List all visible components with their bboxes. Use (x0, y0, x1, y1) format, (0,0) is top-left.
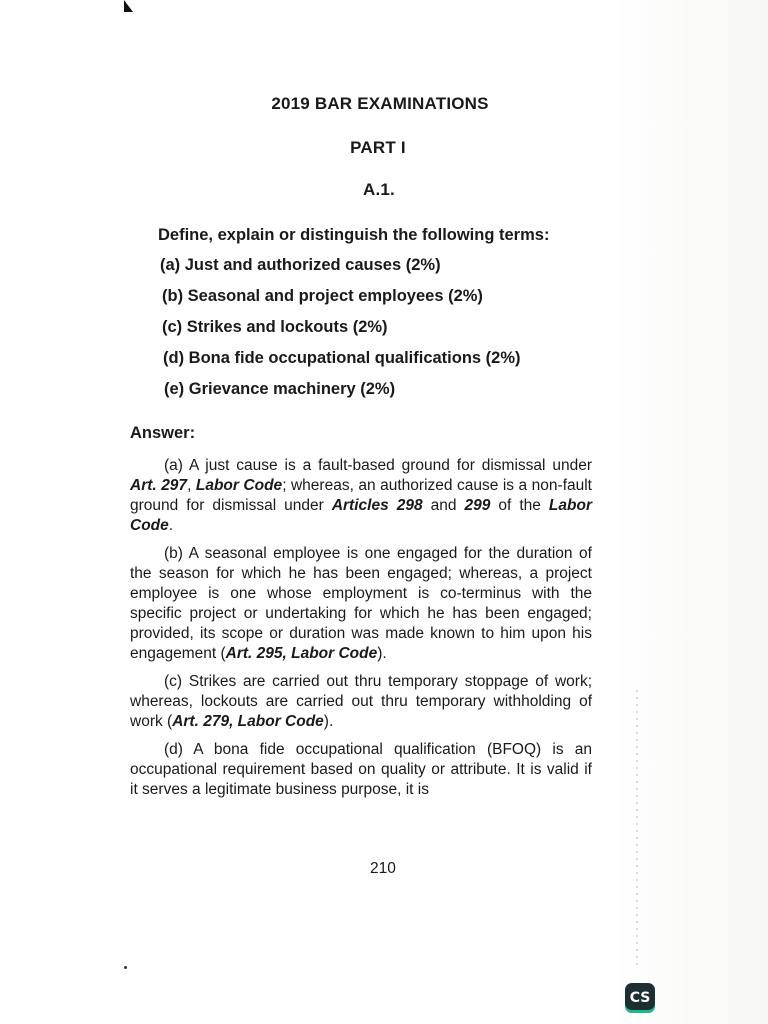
term-item: (b) Seasonal and project employees (2%) (162, 287, 483, 305)
answer-text: (c) Strikes are carried out thru temporary stoppage of work; whereas, lockouts are carried out thru temporary withholding of work ( (130, 673, 592, 730)
term-item: (e) Grievance machinery (2%) (164, 380, 396, 398)
terms-list (160, 250, 521, 405)
answer-text: and (422, 497, 465, 514)
answer-text: . (168, 517, 174, 534)
term-item: (d) Bona fide occupational qualifications (2%) (163, 349, 521, 367)
citation: Labor Code (130, 497, 592, 534)
exam-title: 2019 BAR EXAMINATIONS (271, 94, 489, 113)
answer-text: ). (377, 645, 387, 662)
answer-text: of the (490, 497, 549, 514)
page-number: 210 (370, 860, 396, 877)
answers-section (130, 456, 592, 808)
scan-speck (124, 966, 127, 969)
citation: Art. 297 (130, 477, 188, 494)
citation: Labor Code (195, 477, 283, 494)
answer-paragraph-b (130, 544, 592, 664)
answer-text: ). (323, 713, 334, 730)
answer-text: (b) A seasonal employee is one engaged for the duration of the season for which he has been engaged; whereas, a project employee is one whose employment is co-terminus with the specific project or undertaking for which he has been engaged; provided, its scope or duration was made known to him upon his engagement ( (130, 545, 592, 662)
citation: Articles 298 (331, 497, 423, 514)
camscanner-logo-icon: CS (625, 983, 655, 1013)
answer-paragraph-c (130, 672, 592, 732)
citation: 299 (464, 497, 491, 514)
question-id: A.1. (363, 180, 395, 199)
citation: Art. 279, Labor Code (172, 713, 324, 730)
question-prompt: Define, explain or distinguish the following terms: (158, 226, 550, 244)
citation: Art. 295, Labor Code (225, 645, 378, 662)
answer-text: (d) A bona fide occupational qualification (BFOQ) is an occupational requirement based on quality or attribute. It is valid if it serves a legitimate business purpose, it is (130, 741, 592, 798)
answer-paragraph-d (130, 740, 592, 800)
part-heading: PART I (350, 138, 406, 157)
corner-mark (124, 0, 133, 12)
answer-text: , (187, 477, 196, 494)
answer-text: ; whereas, an authorized cause is a non-fault ground for dismissal under (130, 477, 592, 514)
answer-text: (a) A just cause is a fault-based ground for dismissal under (164, 457, 592, 474)
answer-paragraph-a (130, 456, 592, 536)
page-edge-marks (636, 690, 638, 970)
term-item: (a) Just and authorized causes (2%) (160, 256, 441, 274)
term-item: (c) Strikes and lockouts (2%) (162, 318, 388, 336)
answer-label: Answer: (130, 424, 196, 442)
